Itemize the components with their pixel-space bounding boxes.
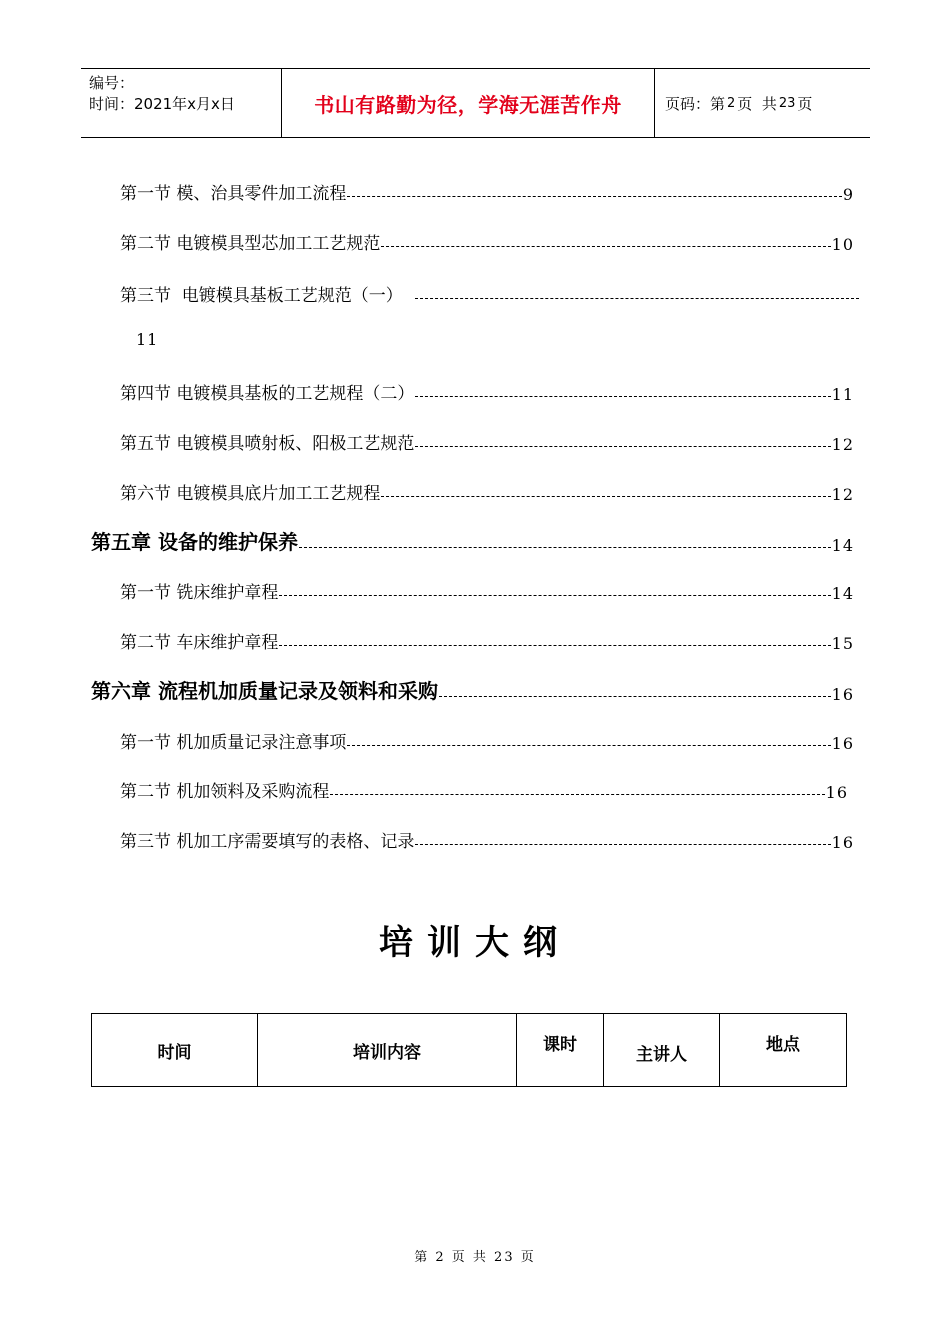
column-header-lecturer: 主讲人	[604, 1014, 720, 1087]
toc-entry-title: 第一节 机加质量记录注意事项	[120, 733, 347, 753]
toc-entry[interactable]	[120, 228, 854, 254]
toc-entry-page: 10	[831, 235, 854, 254]
toc-entry-title: 第二节 电镀模具型芯加工工艺规范	[120, 234, 381, 254]
toc-entry-page: 12	[831, 435, 854, 454]
toc-chapter-entry[interactable]	[91, 529, 854, 555]
toc-leader	[415, 446, 830, 447]
page-suffix: 页	[797, 94, 813, 113]
page-header	[81, 68, 870, 138]
toc-entry-title: 第三节 电镀模具基板工艺规范（一）	[120, 286, 403, 306]
page-prefix: 页码：第	[665, 94, 726, 113]
toc-entry-page: 14	[831, 536, 854, 555]
toc-entry-page: 16	[831, 833, 854, 852]
toc-entry[interactable]	[120, 428, 854, 454]
column-header-time: 时间	[92, 1014, 258, 1087]
toc-entry[interactable]	[120, 776, 848, 802]
toc-leader	[415, 298, 859, 299]
page-footer: 第 2 页 共 23 页	[414, 1250, 536, 1265]
toc-entry-title: 第六节 电镀模具底片加工工艺规程	[120, 484, 381, 504]
toc-entry[interactable]	[120, 378, 854, 404]
toc-entry[interactable]	[120, 577, 854, 603]
header-motto-cell	[281, 69, 655, 137]
toc-leader	[279, 595, 830, 596]
column-header-content: 培训内容	[258, 1014, 517, 1087]
toc-entry-page: 11	[136, 330, 159, 349]
toc-entry-title: 第三节 机加工序需要填写的表格、记录	[120, 832, 415, 852]
toc-leader	[347, 196, 841, 197]
document-date: 时间：2021年x月x日	[89, 95, 235, 113]
toc-chapter-entry[interactable]	[91, 678, 854, 704]
header-meta	[81, 69, 281, 137]
page-current: 2	[727, 95, 736, 111]
toc-leader	[279, 645, 830, 646]
toc-entry-page: 11	[831, 385, 854, 404]
outline-title: 培训大纲	[379, 923, 571, 963]
toc-entry[interactable]	[120, 727, 854, 753]
toc-entry-page: 16	[825, 783, 848, 802]
toc-entry[interactable]	[120, 280, 860, 306]
toc-leader	[381, 496, 830, 497]
column-header-hours: 课时	[517, 1014, 604, 1087]
toc-chapter-title: 第五章 设备的维护保养	[91, 530, 298, 554]
outline-table	[91, 1013, 847, 1087]
toc-entry-title: 第五节 电镀模具喷射板、阳极工艺规范	[120, 434, 415, 454]
toc-entry-page: 12	[831, 485, 854, 504]
toc-entry-page: 14	[831, 584, 854, 603]
toc-leader	[415, 844, 830, 845]
column-header-location: 地点	[720, 1014, 847, 1087]
toc-entry-page: 16	[831, 734, 854, 753]
toc-leader	[330, 794, 824, 795]
toc-entry-title: 第四节 电镀模具基板的工艺规程（二）	[120, 384, 415, 404]
toc-entry[interactable]	[120, 178, 854, 204]
toc-leader	[299, 547, 831, 548]
page-total: 23	[778, 95, 796, 111]
toc-leader	[347, 745, 830, 746]
outline-header-row	[92, 1014, 847, 1087]
toc-leader	[439, 696, 831, 697]
header-motto: 书山有路勤为径，学海无涯苦作舟	[314, 92, 622, 117]
toc-entry-title: 第一节 铣床维护章程	[120, 583, 279, 603]
toc-entry-title: 第二节 机加领料及采购流程	[120, 782, 330, 802]
toc-entry-page: 16	[831, 685, 854, 704]
toc-entry-title: 第一节 模、治具零件加工流程	[120, 184, 347, 204]
toc-entry-page: 9	[842, 185, 854, 204]
toc-entry[interactable]	[120, 478, 854, 504]
header-page-info	[655, 69, 870, 137]
toc-leader	[381, 246, 830, 247]
toc-entry[interactable]	[120, 826, 854, 852]
page-mid: 页 共	[737, 94, 777, 113]
toc-entry-title: 第二节 车床维护章程	[120, 633, 279, 653]
document-number-label: 编号：	[89, 74, 135, 92]
toc-entry-page: 15	[831, 634, 854, 653]
toc-chapter-title: 第六章 流程机加质量记录及领料和采购	[91, 679, 438, 703]
toc-entry[interactable]	[120, 627, 854, 653]
toc-leader	[415, 396, 830, 397]
